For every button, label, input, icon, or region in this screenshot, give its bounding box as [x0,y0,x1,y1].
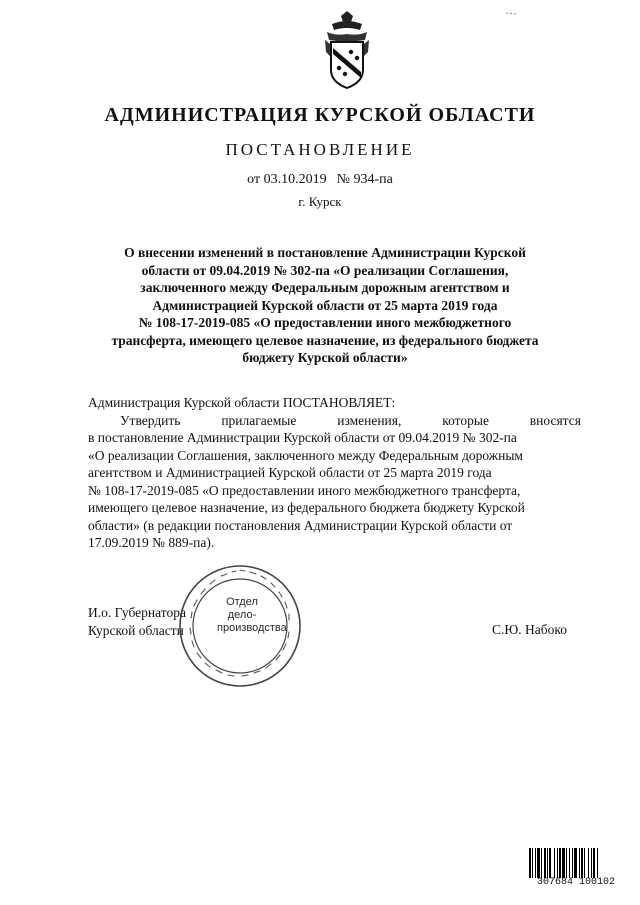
barcode-bar [566,848,567,878]
subject-line: № 108-17-2019-085 «О предоставлении иного межбюджетного [138,315,512,330]
barcode-bar [593,848,595,878]
document-number: № 934-па [336,172,393,187]
barcode-bar [547,848,548,878]
body-word: которые [442,412,489,428]
barcode-number: 307684 100102 [536,877,615,888]
body-line: «О реализации Соглашения, заключенного между Федеральным дорожным [88,447,523,463]
body-word: изменения, [337,412,402,428]
body-line: № 108-17-2019-085 «О предоставлении иного межбюджетного трансферта, [88,482,521,498]
stamp-line: Отдел [226,596,258,608]
barcode [528,848,624,878]
organization-title: АДМИНИСТРАЦИЯ КУРСКОЙ ОБЛАСТИ [104,104,536,126]
body-line: имеющего целевое назначение, из федерального бюджета бюджету Курской [88,500,525,515]
city: г. Курск [298,194,342,209]
barcode-bar [591,848,592,878]
subject-line: Администрацией Курской области от 25 марта 2019 года [152,297,498,313]
barcode-bar [579,848,580,878]
body-intro: Администрация Курской области ПОСТАНОВЛЯЕТ: [88,395,396,410]
body-word: прилагаемые [221,412,297,428]
barcode-bar [584,848,585,878]
barcode-bar [581,848,583,878]
signatory-position [88,604,186,639]
barcode-bar [529,848,531,878]
barcode-bar [549,848,551,878]
barcode-bar [532,848,533,878]
barcode-bar [574,848,577,878]
date-number-line [0,172,640,188]
document-type: ПОСТАНОВЛЕНИЕ [225,140,415,159]
body-line: 17.09.2019 № 889-па). [88,535,215,550]
document-date: от 03.10.2019 [247,172,327,187]
subject-line: бюджету Курской области» [242,350,408,365]
barcode-bar [569,848,570,878]
barcode-bar [541,848,542,878]
stamp-line: производства [217,622,287,634]
barcode-bar [537,848,540,878]
document-body [88,394,581,552]
coat-of-arms-icon [324,10,370,92]
body-first-line [88,412,581,430]
barcode-bar [544,848,546,878]
signatory-name: С.Ю. Набоко [492,622,567,637]
document-subject [110,244,540,367]
corner-mark [506,10,518,16]
barcode-bar [557,848,558,878]
subject-line: О внесении изменений в постановление Администрации Курской [124,245,526,260]
body-word: вносятся [529,412,581,428]
body-line: агентством и Администрацией Курской области от 25 марта 2019 года [88,465,492,480]
subject-line: заключенного между Федеральным дорожным агентством и [140,280,510,295]
position-line: И.о. Губернатора [88,605,187,620]
barcode-bar [535,848,536,878]
body-word: Утвердить [120,412,181,428]
barcode-bar [554,848,555,878]
barcode-bar [588,848,589,878]
barcode-bar [597,848,598,878]
barcode-bar [572,848,573,878]
body-line: области» (в редакции постановления Администрации Курской области от [88,517,513,533]
subject-line: трансферта, имеющего целевое назначение, из федерального бюджета [111,332,539,348]
position-line: Курской области [88,622,184,638]
body-line: в постановление Администрации Курской области от 09.04.2019 № 302-па [88,430,517,445]
stamp-line: дело- [227,609,257,621]
subject-line: области от 09.04.2019 № 302-па «О реализации Соглашения, [141,262,509,278]
barcode-bar [562,848,565,878]
barcode-bar [559,848,561,878]
stamp-text [217,596,287,635]
